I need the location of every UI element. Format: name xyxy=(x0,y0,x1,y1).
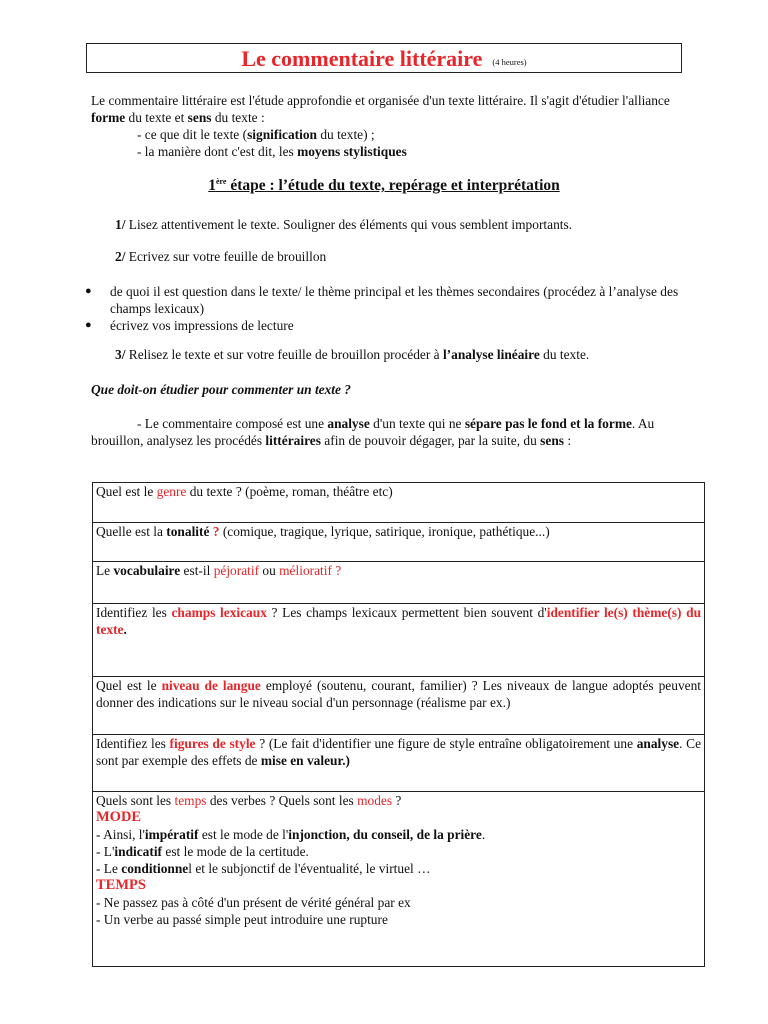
bullet-list xyxy=(85,283,685,334)
m2b: indicatif xyxy=(114,844,163,859)
niveau-a: Quel est le xyxy=(96,678,162,693)
analysis-table xyxy=(92,482,705,967)
champs-a: Identifiez les xyxy=(96,605,172,620)
instruction-3-c: du texte. xyxy=(539,347,590,362)
table-cell-vocabulaire xyxy=(93,562,705,604)
temps-q-b: temps xyxy=(174,793,207,808)
champs-b: champs lexicaux xyxy=(171,605,267,620)
table-cell-figures xyxy=(93,735,705,792)
table-row xyxy=(93,483,705,523)
step-number: 1 xyxy=(208,177,216,194)
m1b: impératif xyxy=(144,827,199,842)
para-h: sens xyxy=(540,433,564,448)
instruction-3 xyxy=(115,346,589,363)
table-cell-champs xyxy=(93,604,705,677)
genre-a: Quel est le xyxy=(96,484,157,499)
temps-question xyxy=(96,792,701,809)
table-cell-temps xyxy=(93,792,705,967)
instruction-1 xyxy=(115,216,572,233)
table-row xyxy=(93,735,705,792)
dash-2-a: - la manière dont c'est dit, les xyxy=(137,144,298,159)
temps-q-e: ? xyxy=(392,793,402,808)
temps-line-2: - Un verbe au passé simple peut introduire une rupture xyxy=(96,912,388,927)
list-item xyxy=(85,317,685,334)
tonalite-c: ? xyxy=(209,524,220,539)
tonalite-d: (comique, tragique, lyrique, satirique, ironique, pathétique...) xyxy=(219,524,550,539)
intro-dash-2 xyxy=(91,143,681,160)
instruction-2-text: Ecrivez sur votre feuille de brouillon xyxy=(125,249,327,264)
mode-line-1 xyxy=(96,826,701,843)
intro-text-1: Le commentaire littéraire est l'étude approfondie et organisée d'un texte littéraire. Il s'agit d'étudier l'alliance xyxy=(91,93,670,108)
vocab-b: vocabulaire xyxy=(113,563,181,578)
instruction-3-b: l’analyse linéaire xyxy=(442,347,540,362)
instruction-1-number: 1/ xyxy=(115,217,126,232)
instruction-3-number: 3/ xyxy=(115,347,126,362)
m1c: est le mode de l' xyxy=(198,827,289,842)
temps-q-c: des verbes ? Quels sont les xyxy=(206,793,358,808)
m2c: est le mode de la certitude. xyxy=(162,844,309,859)
figures-d: analyse xyxy=(636,736,680,751)
m1d: injonction, du conseil, de la prière xyxy=(288,827,482,842)
mode-line-2 xyxy=(96,843,701,860)
vocab-a: Le xyxy=(96,563,114,578)
tonalite-a: Quelle est la xyxy=(96,524,167,539)
table-row xyxy=(93,677,705,735)
para-d: sépare pas le fond et la forme xyxy=(464,416,632,431)
bullet-icon: ● xyxy=(85,285,92,297)
list-item xyxy=(85,283,685,317)
temps-line-1: - Ne passez pas à côté d'un présent de vérité général par ex xyxy=(96,895,411,910)
mode-heading: MODE xyxy=(96,809,142,825)
tonalite-b: tonalité xyxy=(166,524,210,539)
champs-d: identifier le(s) thème(s) du texte xyxy=(96,605,702,637)
genre-b: genre xyxy=(156,484,187,499)
figures-b: figures de style xyxy=(169,736,256,751)
table-row xyxy=(93,562,705,604)
dash-1-c: du texte) ; xyxy=(317,127,375,142)
vocab-f: mélioratif xyxy=(279,563,332,578)
m1e: . xyxy=(481,827,486,842)
bullet-icon: ● xyxy=(85,319,92,331)
intro-sens: sens xyxy=(187,110,212,125)
table-cell-genre xyxy=(93,483,705,523)
table-row xyxy=(93,523,705,562)
figures-a: Identifiez les xyxy=(96,736,170,751)
table-row xyxy=(93,792,705,967)
para-g: afin de pouvoir dégager, par la suite, du xyxy=(320,433,541,448)
champs-c: ? Les champs lexicaux permettent bien souvent d' xyxy=(266,605,547,620)
instruction-2-number: 2/ xyxy=(115,249,126,264)
title-box xyxy=(86,43,682,73)
dash-2-b: moyens stylistiques xyxy=(297,144,407,159)
para-indent xyxy=(91,416,137,431)
instruction-3-a: Relisez le texte et sur votre feuille de brouillon procéder à xyxy=(125,347,443,362)
table-cell-tonalite xyxy=(93,523,705,562)
step-heading xyxy=(0,177,768,194)
mode-line-3 xyxy=(96,860,701,877)
dash-1-b: signification xyxy=(247,127,317,142)
dash-1-a: - ce que dit le texte ( xyxy=(137,127,248,142)
m2a: - L' xyxy=(96,844,115,859)
para-f: littéraires xyxy=(265,433,321,448)
vocab-d: péjoratif xyxy=(213,563,260,578)
para-a: - Le commentaire composé est une xyxy=(137,416,328,431)
para-e: . Au brouillon, analysez les procédés xyxy=(91,416,655,448)
temps-q-d: modes xyxy=(357,793,393,808)
m3a: - Le xyxy=(96,861,122,876)
figures-e: . Ce sont par exemple des effets de xyxy=(96,736,702,768)
vocab-e: ou xyxy=(259,563,280,578)
step-title: étape : l’étude du texte, repérage et interprétation xyxy=(226,177,560,194)
instruction-1-text: Lisez attentivement le texte. Souligner des éléments qui vous semblent importants. xyxy=(125,217,573,232)
figures-c: ? (Le fait d'identifier une figure de style entraîne obligatoirement une xyxy=(255,736,637,751)
para-b: analyse xyxy=(327,416,370,431)
page-subtitle: (4 heures) xyxy=(492,57,527,67)
bullet-text-1: de quoi il est question dans le texte/ le thème principal et les thèmes secondaires (procédez à l’analyse des champs lexicaux) xyxy=(110,284,679,316)
vocab-c: est-il xyxy=(180,563,214,578)
m3b: conditionne xyxy=(121,861,189,876)
m1a: - Ainsi, l' xyxy=(96,827,145,842)
figures-f: mise en valeur.) xyxy=(260,753,350,768)
table-cell-niveau xyxy=(93,677,705,735)
commentary-paragraph xyxy=(91,415,681,449)
intro-dash-1 xyxy=(91,126,681,143)
champs-e: . xyxy=(123,622,127,637)
vocab-g: ? xyxy=(331,563,342,578)
para-i: : xyxy=(564,433,572,448)
niveau-c: employé (soutenu, courant, familier) ? Les niveaux de langue adoptés peuvent donner des indications sur le niveau social d'un personnage (réalisme par ex.) xyxy=(96,678,701,710)
para-c: d'un texte qui ne xyxy=(369,416,465,431)
intro-text-5: du texte : xyxy=(211,110,265,125)
genre-c: du texte ? (poème, roman, théâtre etc) xyxy=(186,484,393,499)
m3c: l et le subjonctif de l'éventualité, le virtuel … xyxy=(188,861,431,876)
bullet-text-2: écrivez vos impressions de lecture xyxy=(110,318,294,333)
niveau-b: niveau de langue xyxy=(161,678,261,693)
instruction-2 xyxy=(115,248,326,265)
temps-q-a: Quels sont les xyxy=(96,793,175,808)
section-question: Que doit-on étudier pour commenter un texte ? xyxy=(91,382,352,397)
page-title: Le commentaire littéraire xyxy=(241,46,483,71)
table-row xyxy=(93,604,705,677)
intro-forme: forme xyxy=(91,110,126,125)
intro-text-3: du texte et xyxy=(125,110,188,125)
intro-text xyxy=(91,92,681,126)
intro-paragraph xyxy=(91,92,681,160)
temps-heading: TEMPS xyxy=(96,877,146,893)
step-sup: ère xyxy=(215,176,227,186)
